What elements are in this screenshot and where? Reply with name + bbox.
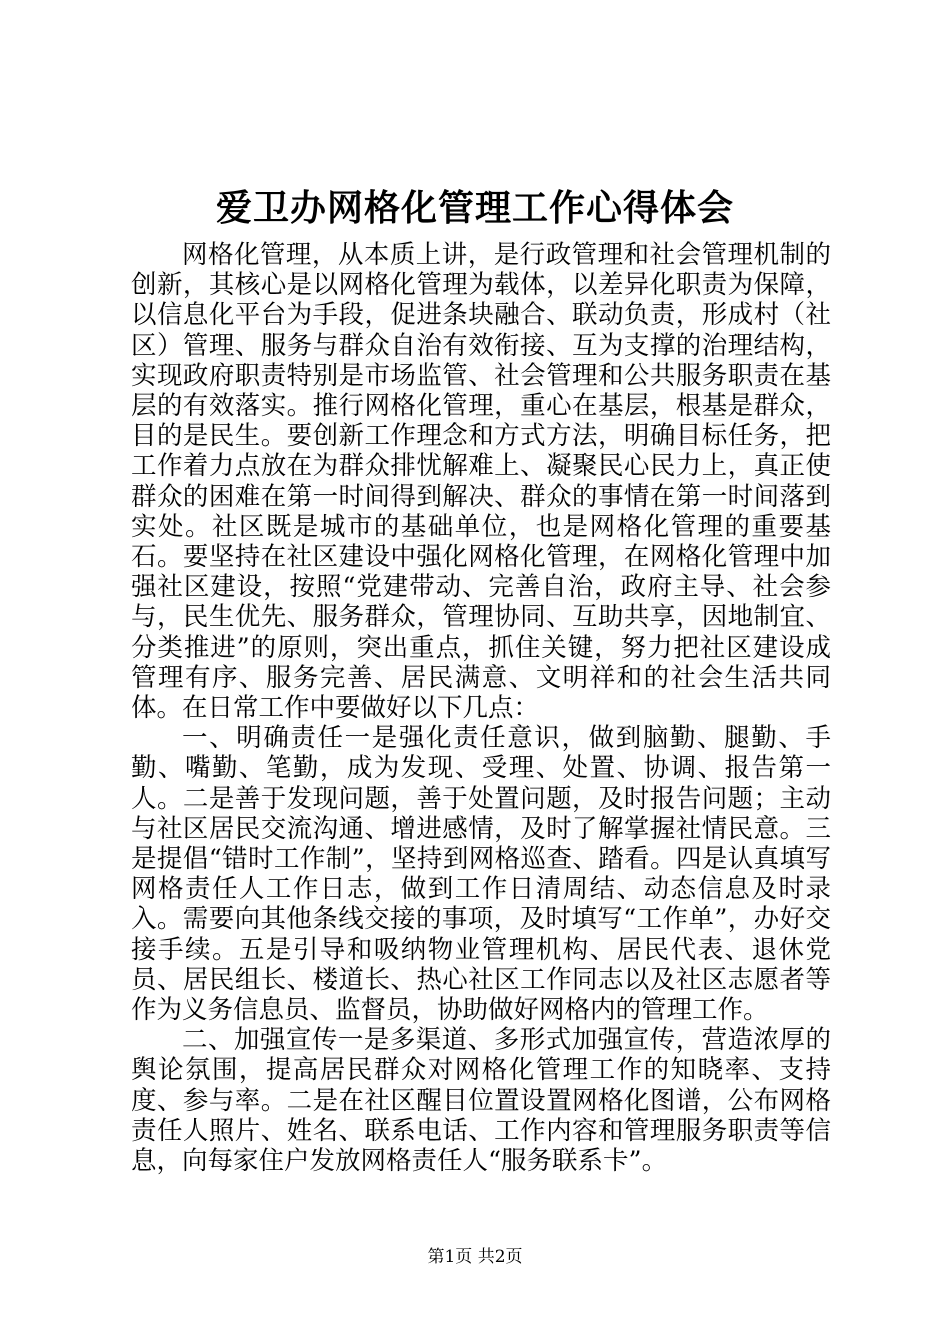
paragraph-publicity: 二、加强宣传一是多渠道、多形式加强宣传，营造浓厚的舆论氛围，提高居民群众对网格化管理工作的知晓率、支持度、参与率。二是在社区醒目位置设置网格化图谱，公布网格责任人照片、姓名、联系电话、工作内容和管理服务职责等信息，向每家住户发放网格责任人“服务联系卡”。 bbox=[131, 1025, 831, 1177]
document-body bbox=[131, 240, 831, 1176]
document-title: 爱卫办网格化管理工作心得体会 bbox=[215, 187, 734, 229]
page-number-footer: 第1页 共2页 bbox=[427, 1247, 523, 1267]
paragraph-intro: 网格化管理，从本质上讲，是行政管理和社会管理机制的创新，其核心是以网格化管理为载体，以差异化职责为保障，以信息化平台为手段，促进条块融合、联动负责，形成村（社区）管理、服务与群众自治有效衔接、互为支撑的治理结构，实现政府职责特别是市场监管、社会管理和公共服务职责在基层的有效落实。推行网格化管理，重心在基层，根基是群众，目的是民生。要创新工作理念和方式方法，明确目标任务，把工作着力点放在为群众排忧解难上、凝聚民心民力上，真正使群众的困难在第一时间得到解决、群众的事情在第一时间落到实处。社区既是城市的基础单位，也是网格化管理的重要基石。要坚持在社区建设中强化网格化管理，在网格化管理中加强社区建设，按照“党建带动、完善自治，政府主导、社会参与，民生优先、服务群众，管理协同、互助共享，因地制宜、分类推进”的原则，突出重点，抓住关键，努力把社区建设成管理有序、服务完善、居民满意、文明祥和的社会生活共同体。在日常工作中要做好以下几点： bbox=[131, 240, 831, 724]
paragraph-responsibility: 一、明确责任一是强化责任意识，做到脑勤、腿勤、手勤、嘴勤、笔勤，成为发现、受理、处置、协调、报告第一人。二是善于发现问题，善于处置问题，及时报告问题；主动与社区居民交流沟通、增进感情，及时了解掌握社情民意。三是提倡“错时工作制”，坚持到网格巡查、踏看。四是认真填写网格责任人工作日志，做到工作日清周结、动态信息及时录入。需要向其他条线交接的事项，及时填写“工作单”，办好交接手续。五是引导和吸纳物业管理机构、居民代表、退休党员、居民组长、楼道长、热心社区工作同志以及社区志愿者等作为义务信息员、监督员，协助做好网格内的管理工作。 bbox=[131, 723, 831, 1026]
